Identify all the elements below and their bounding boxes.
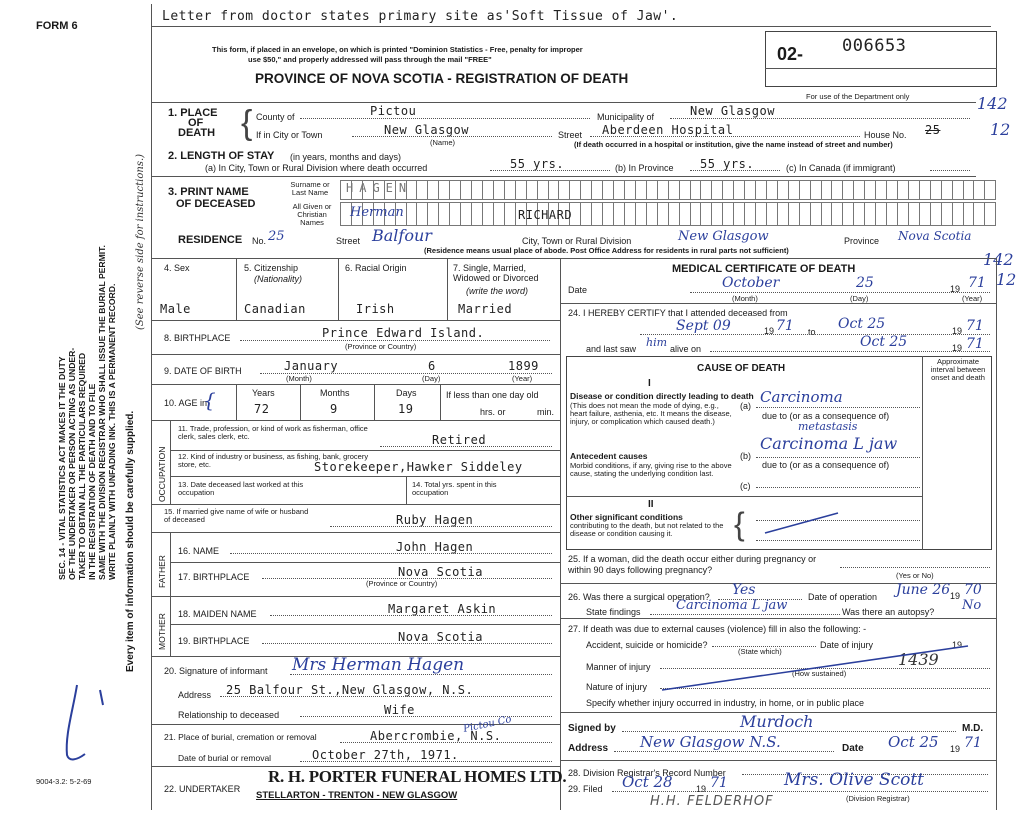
age-years-value: 72: [254, 402, 270, 416]
row-rule-9: [151, 354, 560, 355]
alive-on-label: alive on: [670, 344, 702, 354]
signed-date-19: 19: [950, 744, 961, 754]
dob-month-sub: (Month): [286, 374, 312, 383]
findings-value: Carcinoma L jaw: [676, 598, 788, 613]
last-saw-date: Oct 25: [860, 334, 908, 350]
age-days-value: 19: [398, 402, 414, 416]
given-label: All Given or Christian Names: [292, 202, 332, 227]
occ-rule-2: [170, 476, 560, 477]
death-month-sub: (Month): [732, 294, 758, 303]
doctor-address-label: Address: [568, 743, 609, 754]
father-name-value: John Hagen: [396, 540, 474, 554]
attended-from-year: 71: [776, 318, 794, 334]
stay-b-line: [690, 170, 780, 171]
margin-mark-2: 12: [990, 120, 1011, 139]
state-which-sub: (State which): [738, 647, 782, 656]
mother-side-label: MOTHER: [157, 613, 167, 650]
surname-value: HAGEN: [346, 181, 413, 195]
dob-label: 9. DATE OF BIRTH: [164, 366, 242, 376]
attended-from: Sept 09: [676, 318, 731, 334]
injury-year: 19: [952, 640, 963, 650]
residence-province-label: Province: [844, 236, 880, 246]
due-to-1: due to (or as a consequence of): [762, 411, 890, 421]
place-label-1: 1. PLACE: [168, 107, 218, 119]
mother-bp-label: 19. BIRTHPLACE: [178, 636, 250, 646]
place-label-2: OF: [188, 117, 204, 129]
autopsy-value: No: [962, 598, 982, 613]
antecedent-note: Morbid conditions, if any, giving rise to the above cause, stating the underlying condition last.: [570, 461, 732, 478]
other-line-2: [756, 540, 920, 541]
informant-rel-line: [300, 716, 552, 717]
med-rule-28: [560, 760, 996, 761]
informant-address-line: [220, 696, 552, 697]
informant-sig-label: 20. Signature of informant: [164, 666, 268, 676]
cause-c-label: (c): [740, 481, 751, 491]
dept-use-note: For use of the Department only: [806, 92, 910, 101]
direct-cause-label: Disease or condition directly leading to death: [570, 391, 754, 401]
dob-year: 1899: [508, 359, 539, 373]
age-years-label: Years: [252, 388, 275, 398]
street-line: [590, 136, 860, 137]
burial-label: 21. Place of burial, cremation or removal: [164, 732, 317, 742]
father-div: [170, 532, 171, 596]
op-date-19: 19: [950, 591, 961, 601]
burial-note: Pictou Co: [462, 714, 513, 735]
antecedent-label: Antecedent causes: [570, 451, 648, 461]
md-label: M.D.: [962, 723, 984, 734]
informant-rel-value: Wife: [384, 703, 415, 717]
side-note-every-item: Every item of information should be carefully supplied.: [125, 410, 136, 672]
burial-date-value: October 27th, 1971.: [312, 748, 459, 762]
mother-bp-line: [262, 643, 552, 644]
reg-box-divider: [765, 68, 997, 69]
mother-name-value: Margaret Askin: [388, 602, 497, 616]
q25-label: 25. If a woman, did the death occur either during pregnancy or within 90 days following pregnancy?: [568, 554, 817, 575]
occupation-side-label: OCCUPATION: [157, 446, 167, 502]
section-3-top-rule: [151, 176, 976, 177]
occupation-div: [170, 420, 171, 504]
filed-value: Oct 28: [622, 773, 673, 791]
center-divider: [560, 258, 561, 810]
spouse-line: [330, 526, 552, 527]
undertaker-stamp-sub: STELLARTON - TRENTON - NEW GLASGOW: [256, 790, 458, 801]
age-months-value: 9: [330, 402, 338, 416]
mother-div: [170, 596, 171, 656]
birthplace-label: 8. BIRTHPLACE: [164, 333, 231, 343]
county-line: [300, 118, 590, 119]
registrar-signature: Mrs. Olive Scott: [784, 770, 925, 790]
findings-line: [650, 614, 840, 615]
stay-sub: (in years, months and days): [290, 152, 402, 162]
specify-label: Specify whether injury occurred in industry, in home, or in public place: [586, 698, 864, 708]
trade-line: [380, 446, 552, 447]
stay-label: 2. LENGTH OF STAY: [168, 150, 275, 162]
street-value: Aberdeen Hospital: [602, 123, 734, 137]
side-note-3: TAKER TO OBTAIN ALL THE PARTICULARS REQUIRED: [77, 352, 87, 580]
surname-label: Surname or Last Name: [290, 180, 330, 197]
stay-a-line: [490, 170, 610, 171]
top-typed-note: Letter from doctor states primary site as'Soft Tissue of Jaw'.: [162, 9, 679, 24]
signed-line: [622, 731, 956, 732]
col-div-2: [338, 258, 339, 320]
attended-to-19: 19: [952, 326, 963, 336]
trade-label: 11. Trade, profession, or kind of work as fisherman, office clerk, sales clerk, etc.: [178, 424, 368, 441]
cause-b-value: Carcinoma L jaw: [760, 434, 898, 453]
stay-b-label: (b) In Province: [615, 163, 674, 173]
age-months-label: Months: [320, 388, 350, 398]
undertaker-label: 22. UNDERTAKER: [164, 784, 241, 794]
informant-address-value: 25 Balfour St.,New Glasgow, N.S.: [226, 683, 474, 697]
burial-date-line: [300, 761, 552, 762]
residence-city-value: New Glasgow: [678, 229, 769, 244]
birthplace-value: Prince Edward Island.: [322, 326, 485, 340]
residence-note: (Residence means usual place of abode. Post Office Address for residents in rural parts not sufficient): [424, 246, 789, 255]
citizenship-sub: (Nationality): [254, 274, 303, 284]
signed-label: Signed by: [568, 723, 616, 734]
father-bp-sub: (Province or Country): [366, 579, 438, 588]
spouse-label: 15. If married give name of wife or husband of deceased: [164, 507, 309, 524]
other-conditions-note: contributing to the death, but not related to the disease or condition causing it.: [570, 521, 724, 538]
informant-signature: Mrs Herman Hagen: [292, 655, 465, 675]
last-worked-label: 13. Date deceased last worked at this occupation: [178, 480, 304, 497]
q26-value: Yes: [732, 582, 756, 598]
dob-month: January: [284, 359, 339, 373]
side-note-5: SAME WITH THE DIVISION REGISTRAR WHO SHALL ISSUE THE BURIAL PERMIT.: [97, 245, 107, 580]
father-side-label: FATHER: [157, 555, 167, 588]
name-label-1: 3. PRINT NAME: [168, 186, 249, 198]
due-to-1-hand: metastasis: [798, 420, 858, 433]
last-saw-him: him: [646, 336, 668, 349]
stay-c-line: [930, 170, 970, 171]
residence-province-value: Nova Scotia: [898, 229, 972, 243]
side-note-4: IN THE REGISTRATION OF DEATH AND TO FILE: [87, 383, 97, 580]
burial-place-line: [340, 742, 552, 743]
stay-a-value: 55 yrs.: [510, 157, 565, 171]
doctor-address-value: New Glasgow N.S.: [640, 733, 781, 751]
city-line: [352, 136, 552, 137]
envelope-note-1: This form, if placed in an envelope, on which is printed "Dominion Statistics - Free, penalty for improper: [212, 45, 583, 54]
dob-day-sub: (Day): [422, 374, 441, 383]
top-rule: [151, 26, 991, 27]
industry-label: 12. Kind of industry or business, as fishing, bank, grocery store, etc.: [178, 452, 369, 469]
last-saw-year: 71: [966, 336, 984, 352]
residence-label: RESIDENCE: [178, 234, 243, 246]
med-rule-24: [560, 303, 996, 304]
registrar-stamp: H.H. FELDERHOF: [650, 794, 774, 809]
envelope-note-2: use $50," and properly addressed will pass through the mail "FREE": [248, 55, 492, 64]
filed-19: 19: [696, 784, 707, 794]
medical-title: MEDICAL CERTIFICATE OF DEATH: [672, 263, 856, 275]
registrar-record-label: 28. Division Registrar's Record Number: [568, 768, 726, 778]
op-date-year: 70: [964, 582, 982, 598]
page-title: PROVINCE OF NOVA SCOTIA - REGISTRATION OF DEATH: [255, 71, 629, 86]
filed-label: 29. Filed: [568, 784, 603, 794]
undertaker-stamp-name: R. H. PORTER FUNERAL HOMES LTD.: [268, 767, 567, 786]
age-div-1: [236, 384, 237, 420]
reg-number: 006653: [842, 36, 907, 56]
citizenship-label: 5. Citizenship: [244, 263, 299, 273]
death-year-prefix: 19: [950, 284, 961, 294]
municipality-value: New Glasgow: [690, 104, 775, 118]
street-label: Street: [558, 130, 583, 140]
industry-value: Storekeeper,Hawker Siddeley: [314, 460, 523, 474]
residence-city-label: City, Town or Rural Division: [522, 236, 632, 246]
father-rule: [170, 562, 560, 563]
mother-name-line: [270, 615, 552, 616]
part-ii-rule: [566, 496, 922, 497]
manner-hand: 1439: [898, 650, 939, 669]
house-value: 25: [925, 123, 941, 137]
med-rule-27: [560, 618, 996, 619]
side-note-2: OF THE UNDERTAKER OR PERSON ACTING AS UNDER-: [67, 347, 77, 580]
stay-b-value: 55 yrs.: [700, 157, 755, 171]
trade-value: Retired: [432, 433, 487, 447]
certify-label: 24. I HEREBY CERTIFY that I attended deceased from: [568, 308, 788, 318]
marital-sub: (write the word): [466, 286, 529, 296]
col-div-3: [447, 258, 448, 320]
margin-mark-3: 142: [983, 250, 1014, 269]
attended-line: [640, 334, 990, 335]
city-label: If in City or Town: [256, 130, 323, 140]
cause-title: CAUSE OF DEATH: [697, 363, 786, 374]
signed-date-year: 71: [964, 735, 982, 751]
interval-label: Approximate interval between onset and death: [930, 357, 986, 382]
attended-from-19: 19: [764, 326, 775, 336]
citizenship-value: Canadian: [244, 302, 306, 316]
racial-label: 6. Racial Origin: [345, 263, 407, 273]
municipality-label: Municipality of: [597, 112, 655, 122]
part-i-label: I: [648, 378, 651, 389]
marital-label: 7. Single, Married, Widowed or Divorced: [453, 263, 539, 283]
city-name-sub: (Name): [430, 138, 456, 147]
external-causes-cross-line: [660, 644, 970, 692]
autopsy-label: Was there an autopsy?: [842, 607, 935, 617]
house-label: House No.: [864, 130, 907, 140]
margin-mark-4: 12: [996, 270, 1017, 289]
city-value: New Glasgow: [384, 123, 469, 137]
municipality-line: [670, 118, 970, 119]
occ-rule-1: [170, 450, 560, 451]
interval-col-div: [922, 356, 923, 550]
informant-sig-line: [290, 674, 552, 675]
attended-to-year: 71: [966, 318, 984, 334]
other-conditions-label: Other significant conditions: [570, 512, 683, 522]
death-month: October: [722, 275, 780, 291]
residence-street-value: Balfour: [372, 226, 432, 245]
sex-label: 4. Sex: [164, 263, 190, 273]
burial-date-label: Date of burial or removal: [178, 753, 272, 763]
findings-label: State findings: [586, 607, 641, 617]
signed-date-value: Oct 25: [888, 733, 939, 751]
father-name-label: 16. NAME: [178, 546, 220, 556]
row-rule-18: [151, 596, 560, 597]
age-brace: {: [203, 388, 216, 412]
last-saw-line: [710, 351, 990, 352]
racial-value: Irish: [356, 302, 395, 316]
stay-c-label: (c) In Canada (if immigrant): [786, 163, 896, 173]
county-label: County of: [256, 112, 295, 122]
side-note-reverse: (See reverse side for instructions.): [135, 153, 146, 330]
age-hrs-label: hrs. or: [480, 407, 506, 417]
place-label-3: DEATH: [178, 127, 216, 139]
row-rule-8: [151, 320, 560, 321]
sex-value: Male: [160, 302, 191, 316]
given-typed-value: RICHARD: [518, 208, 573, 222]
residence-no-label: No.: [252, 236, 267, 246]
manner-label: Manner of injury: [586, 662, 651, 672]
mother-rule: [170, 624, 560, 625]
col-div-1: [236, 258, 237, 320]
filed-line: [612, 791, 988, 792]
spouse-value: Ruby Hagen: [396, 513, 474, 527]
side-note-1: SEC. 14 - VITAL STATISTICS ACT MAKES IT THE DUTY: [57, 356, 67, 580]
form-code: 9004-3.2: 5-2-69: [36, 777, 92, 786]
burial-place-value: Abercrombie, N.S.: [370, 729, 502, 743]
q25-yesno: (Yes or No): [896, 571, 934, 580]
attended-to-label: to: [808, 327, 816, 337]
name-label-2: OF DECEASED: [176, 198, 256, 210]
birthplace-sub: (Province or Country): [345, 342, 417, 351]
death-year: 71: [968, 275, 986, 291]
surname-grid: [340, 180, 996, 200]
occ-div-2: [406, 476, 407, 504]
age-div-3: [374, 384, 375, 420]
signed-date-label: Date: [842, 743, 864, 754]
other-dash-mark: [760, 508, 840, 538]
cause-b-label: (b): [740, 451, 751, 461]
cause-c-line: [756, 487, 920, 488]
hospital-note: (If death occurred in a hospital or institution, give the name instead of street and number): [574, 140, 893, 149]
father-bp-label: 17. BIRTHPLACE: [178, 572, 250, 582]
q26-label: 26. Was there a surgical operation?: [568, 592, 710, 602]
mother-name-label: 18. MAIDEN NAME: [178, 609, 257, 619]
table-top-rule: [151, 258, 996, 259]
age-div-2: [300, 384, 301, 420]
side-note-6: WRITE PLAINLY WITH UNFADING INK. THIS IS A PERMANENT RECORD.: [107, 283, 117, 580]
filed-year: 71: [710, 775, 728, 791]
father-bp-value: Nova Scotia: [398, 565, 483, 579]
op-date-label: Date of operation: [808, 592, 878, 602]
residence-no-value: 25: [268, 229, 285, 244]
stay-a-label: (a) In City, Town or Rural Division where death occurred: [205, 163, 428, 173]
signed-value: Murdoch: [740, 712, 814, 731]
q27-label: 27. If death was due to external causes (violence) fill in also the following: -: [568, 624, 867, 634]
how-sustained-sub: (How sustained): [792, 669, 847, 678]
row-rule-15: [151, 504, 560, 505]
death-day: 25: [856, 275, 874, 291]
op-date-value: June 26: [896, 582, 951, 598]
form-number: FORM 6: [36, 20, 78, 32]
margin-mark-1: 142: [977, 94, 1008, 113]
informant-address-label: Address: [178, 690, 212, 700]
nature-label: Nature of injury: [586, 682, 648, 692]
age-label: 10. AGE in: [164, 398, 208, 408]
part-ii-label: II: [648, 499, 654, 510]
death-year-sub: (Year): [962, 294, 983, 303]
attended-to: Oct 25: [838, 316, 886, 332]
given-grid: [340, 202, 996, 226]
father-name-line: [230, 553, 552, 554]
row-rule-10: [151, 384, 560, 385]
row-rule-11: [151, 420, 560, 421]
county-value: Pictou: [370, 104, 417, 118]
dob-year-sub: (Year): [512, 374, 533, 383]
informant-rel-label: Relationship to deceased: [178, 710, 280, 720]
age-div-4: [440, 384, 441, 420]
total-years-label: 14. Total yrs. spent in this occupation: [412, 480, 497, 497]
last-saw-19: 19: [952, 343, 963, 353]
direct-cause-note: (This does not mean the mode of dying, e.g., heart failure, asthenia, etc. It means the disease, injury, or complication which caused death.): [570, 401, 732, 426]
section-1-top-rule: [151, 102, 976, 103]
initials-signature: [55, 680, 115, 770]
injury-date-label: Date of injury: [820, 640, 874, 650]
other-brace: {: [734, 506, 745, 542]
birthplace-line: [240, 340, 550, 341]
age-days-label: Days: [396, 388, 417, 398]
last-saw-label: and last saw: [586, 344, 637, 354]
age-less-label: If less than one day old: [446, 390, 539, 400]
cause-a-line: [756, 407, 920, 408]
registrar-sub: (Division Registrar): [846, 794, 910, 803]
right-frame: [996, 258, 997, 810]
doctor-address-line: [614, 751, 834, 752]
due-to-2: due to (or as a consequence of): [762, 460, 890, 470]
accident-label: Accident, suicide or homicide?: [586, 640, 708, 650]
place-brace: {: [241, 104, 253, 142]
death-date-line: [690, 292, 990, 293]
reg-prefix: 02-: [777, 44, 804, 64]
death-date-label: Date: [568, 285, 588, 295]
cause-b-line: [756, 457, 920, 458]
age-min-label: min.: [537, 407, 555, 417]
cause-a-label: (a): [740, 401, 751, 411]
marital-value: Married: [458, 302, 513, 316]
given-hand-value: Herman: [350, 205, 404, 220]
dob-day: 6: [428, 359, 436, 373]
left-frame-line: [151, 4, 152, 810]
death-day-sub: (Day): [850, 294, 869, 303]
mother-bp-value: Nova Scotia: [398, 630, 483, 644]
q25-line: [840, 567, 990, 568]
cause-a-value: Carcinoma: [760, 388, 843, 406]
row-rule-16: [151, 532, 560, 533]
residence-street-label: Street: [336, 236, 361, 246]
